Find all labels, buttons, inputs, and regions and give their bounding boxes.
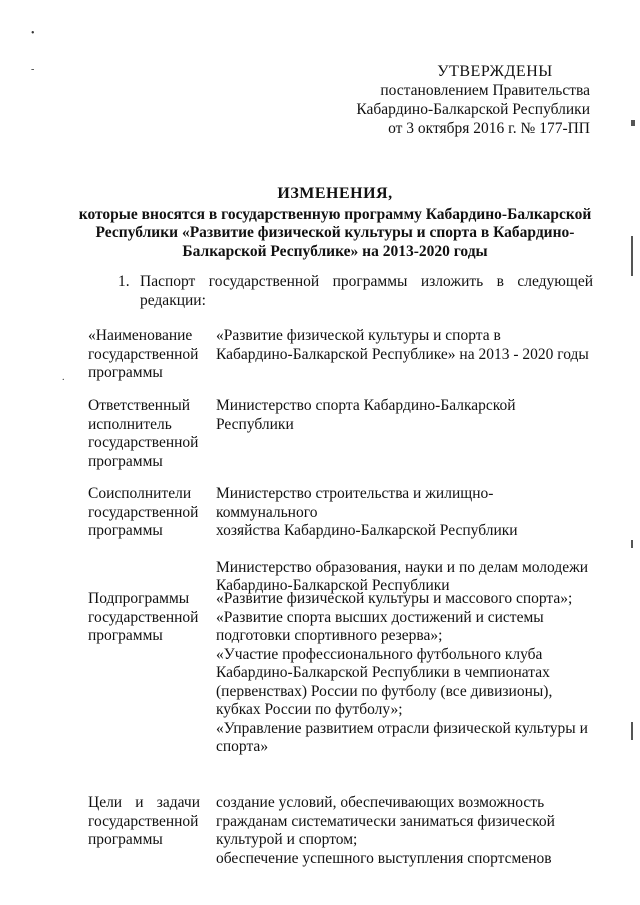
row-value: [216, 590, 594, 757]
scan-mark: •: [31, 28, 35, 39]
label-line: государственной: [88, 434, 199, 451]
label-line: государственной: [88, 345, 199, 363]
item-text: Паспорт государственной программы изложить в следующей: [140, 273, 593, 290]
value-line: создание условий, обеспечивающих возможность: [216, 794, 545, 811]
label-line: Подпрограммы: [88, 590, 190, 607]
label-line: исполнитель: [88, 415, 172, 433]
row-label: [88, 794, 200, 850]
item-1: [118, 273, 593, 310]
label-line: программы: [88, 627, 163, 644]
approval-line: постановлением Правительства: [380, 82, 590, 99]
row-label: [88, 590, 200, 646]
value-line: Кабардино-Балкарской Республики: [216, 577, 450, 594]
label-line: «Наименование: [88, 327, 193, 344]
value-line: Министерство образования, науки и по делам молодежи: [216, 558, 589, 576]
value-line: Министерство строительства и жилищно-коммунального: [216, 485, 494, 521]
value-line: кубках России по футболу»;: [216, 701, 403, 718]
scan-edge-mark: [631, 236, 633, 276]
approval-line: от 3 октября 2016 г. № 177-ПП: [388, 120, 590, 137]
approval-block: [340, 62, 590, 138]
row-value: [216, 794, 594, 868]
label-line: программы: [88, 831, 163, 848]
title-line: Республики «Развитие физической культуры и спорта в Кабардино-: [95, 224, 575, 241]
row-value: [216, 485, 594, 596]
label-line: программы: [88, 364, 163, 381]
scan-mark: -: [31, 64, 35, 75]
label-line: государственной: [88, 812, 199, 830]
value-line: «Развитие физической культуры и спорта в: [216, 327, 501, 344]
row-value: [216, 397, 594, 434]
title-line: Балкарской Республике» на 2013-2020 годы: [182, 242, 488, 260]
label-line: государственной: [88, 503, 199, 521]
value-line: хозяйства Кабардино-Балкарской Республики: [216, 522, 518, 539]
label-line: программы: [88, 522, 163, 539]
value-line: «Развитие физической культуры и массового спорта»;: [216, 590, 573, 607]
scan-edge-mark: [631, 120, 635, 126]
row-label: [88, 397, 200, 471]
value-line: «Участие профессионального футбольного клуба: [216, 645, 543, 663]
value-line: «Управление развитием отрасли физической культуры и: [216, 719, 588, 737]
scan-mark: .: [62, 372, 65, 383]
value-line: гражданам систематически заниматься физической: [216, 812, 555, 830]
value-line: обеспечение успешного выступления спортсменов: [216, 849, 552, 867]
row-label: [88, 485, 200, 541]
document-title: [70, 185, 600, 261]
scan-edge-mark: [631, 722, 633, 740]
value-line: спорта»: [216, 738, 269, 755]
label-line: Цели и задачи: [88, 794, 200, 811]
title-main: ИЗМЕНЕНИЯ,: [277, 185, 393, 202]
label-line: Соисполнители: [88, 485, 192, 502]
value-line: Кабардино-Балкарской Республики в чемпионатах: [216, 664, 550, 681]
value-line: культурой и спортом;: [216, 831, 358, 848]
approval-line: Кабардино-Балкарской Республики: [356, 101, 590, 118]
value-line: подготовки спортивного резерва»;: [216, 627, 443, 644]
value-line: Кабардино-Балкарской Республике» на 2013 - 2020 годы: [216, 345, 589, 363]
item-number: 1.: [118, 273, 130, 290]
approval-heading: УТВЕРЖДЕНЫ: [437, 63, 553, 80]
value-line: «Развитие спорта высших достижений и системы: [216, 608, 544, 626]
item-text: редакции:: [140, 291, 206, 309]
row-value: [216, 327, 594, 364]
label-line: государственной: [88, 608, 199, 626]
row-label: [88, 327, 200, 383]
label-line: Ответственный: [88, 397, 191, 414]
title-line: которые вносятся в государственную программу Кабардино-Балкарской: [78, 205, 592, 223]
value-line: (первенствах) России по футболу (все дивизионы),: [216, 682, 553, 700]
value-line: Министерство спорта Кабардино-Балкарской Республики: [216, 397, 516, 433]
label-line: программы: [88, 452, 163, 470]
scan-edge-mark: [631, 540, 633, 548]
